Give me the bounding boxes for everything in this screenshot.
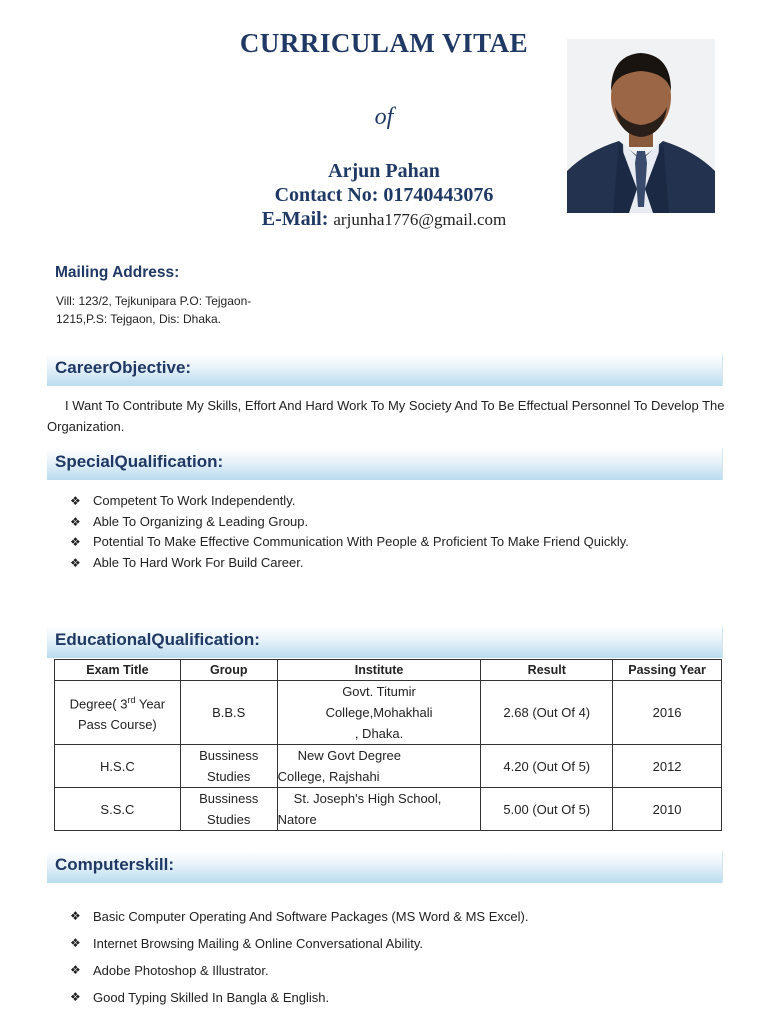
bullet-icon: ❖ <box>70 514 81 529</box>
mailing-line-1: Vill: 123/2, Tejkunipara P.O: Tejgaon- <box>56 294 252 308</box>
column-header: Passing Year <box>613 660 722 681</box>
group-cell: Bussiness Studies <box>180 745 277 788</box>
candidate-name: Arjun Pahan <box>328 160 440 182</box>
person-portrait-icon <box>567 39 715 213</box>
table-row <box>55 745 722 788</box>
group-cell: Bussiness Studies <box>180 788 277 831</box>
of-text: of <box>374 104 394 130</box>
result-cell: 4.20 (Out Of 5) <box>481 745 613 788</box>
year-cell: 2010 <box>613 788 722 831</box>
result-cell: 2.68 (Out Of 4) <box>481 681 613 745</box>
bullet-icon: ❖ <box>70 963 81 977</box>
bullet-icon: ❖ <box>70 494 81 508</box>
list-item: ❖ Able To Organizing & Leading Group. <box>70 512 629 533</box>
list-item: ❖ Internet Browsing Mailing & Online Conversational Ability. <box>70 930 528 957</box>
institute-cell: Govt. Titumir College,Mohakhali , Dhaka. <box>277 681 481 745</box>
computer-skill-heading: Computerskill: <box>55 855 175 874</box>
email-value: arjunha1776@gmail.com <box>333 210 507 229</box>
column-header: Result <box>481 660 613 681</box>
educational-qualification-heading: EducationalQualification: <box>55 630 260 649</box>
year-cell: 2016 <box>613 681 722 745</box>
career-objective-band <box>47 354 723 386</box>
list-item: ❖ Good Typing Skilled In Bangla & English. <box>70 984 528 1011</box>
list-item: ❖ Competent To Work Independently. <box>70 491 629 512</box>
mailing-address-heading: Mailing Address: <box>55 264 180 281</box>
list-item: ❖ Potential To Make Effective Communication With People & Proficient To Make Friend Quickly. <box>70 532 629 553</box>
special-qualification-heading: SpecialQualification: <box>55 452 224 471</box>
email-label: E-Mail: <box>261 208 329 230</box>
column-header: Institute <box>277 660 481 681</box>
bullet-icon: ❖ <box>70 909 81 923</box>
exam-title-cell: H.S.C <box>55 745 181 788</box>
bullet-icon: ❖ <box>70 936 81 950</box>
career-objective-text: I Want To Contribute My Skills, Effort And Hard Work To My Society And To Be Effectual Personnel To Develop The Organization. <box>47 398 725 434</box>
educational-qualification-band <box>47 626 723 658</box>
institute-cell: St. Joseph's High School, Natore <box>277 788 481 831</box>
table-header-row <box>55 660 722 681</box>
list-item: ❖ Basic Computer Operating And Software Packages (MS Word & MS Excel). <box>70 903 528 930</box>
group-cell: B.B.S <box>180 681 277 745</box>
table-row <box>55 788 722 831</box>
profile-photo <box>567 39 715 213</box>
list-item: ❖ Adobe Photoshop & Illustrator. <box>70 957 528 984</box>
column-header: Exam Title <box>55 660 181 681</box>
list-item: ❖ Able To Hard Work For Build Career. <box>70 553 629 574</box>
mailing-address <box>56 292 296 328</box>
column-header: Group <box>180 660 277 681</box>
bullet-icon: ❖ <box>70 555 81 570</box>
contact-number: Contact No: 01740443076 <box>274 184 494 206</box>
education-table <box>54 659 722 831</box>
institute-cell: New Govt Degree College, Rajshahi <box>277 745 481 788</box>
career-objective-heading: CareerObjective: <box>55 358 192 377</box>
table-row <box>55 681 722 745</box>
result-cell: 5.00 (Out Of 5) <box>481 788 613 831</box>
exam-title-cell: S.S.C <box>55 788 181 831</box>
special-qualification-list <box>70 491 629 573</box>
bullet-icon: ❖ <box>70 990 81 1004</box>
special-qualification-band <box>47 448 723 480</box>
bullet-icon: ❖ <box>70 535 81 549</box>
cv-title: CURRICULAM VITAE <box>239 28 529 58</box>
mailing-line-2: 1215,P.S: Tejgaon, Dis: Dhaka. <box>56 312 221 326</box>
year-cell: 2012 <box>613 745 722 788</box>
computer-skill-band <box>47 851 723 883</box>
computer-skill-list <box>70 903 528 1011</box>
exam-title-cell: Degree( 3rd Year Pass Course) <box>55 681 181 745</box>
